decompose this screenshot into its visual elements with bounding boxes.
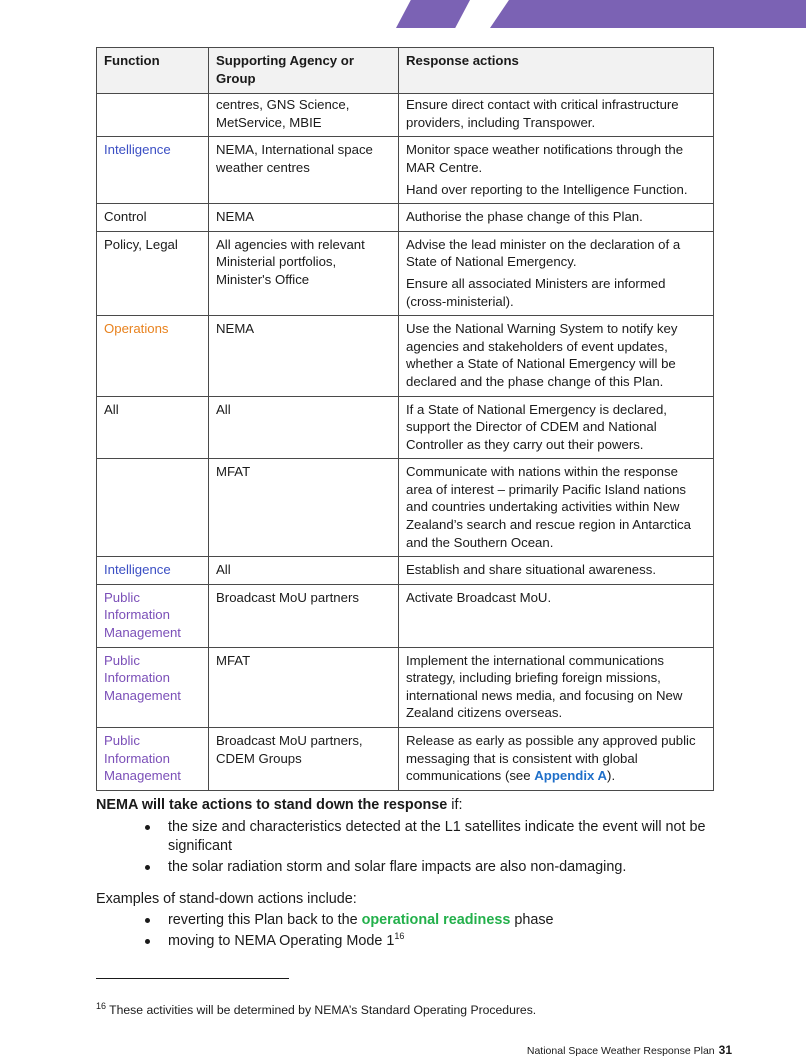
action-text: Ensure direct contact with critical infrastructure providers, including Transpower. [406, 97, 679, 130]
function-cell: Control [97, 204, 209, 232]
action-text [406, 732, 706, 785]
response-actions-table [96, 47, 714, 791]
header-decoration-left [396, 0, 470, 28]
actions-cell [399, 396, 714, 459]
standdown-examples-list [96, 911, 736, 953]
table-row [97, 204, 714, 232]
function-cell: Operations [97, 316, 209, 396]
header-actions: Response actions [399, 48, 714, 94]
table-row [97, 728, 714, 791]
footnote-number: 16 [96, 1000, 107, 1011]
list-item [96, 932, 736, 951]
list-item-text: phase [510, 912, 554, 928]
action-text: Activate Broadcast MoU. [406, 589, 552, 605]
function-cell [97, 459, 209, 557]
standdown-intro-rest: if: [447, 797, 463, 813]
function-cell: Intelligence [97, 557, 209, 585]
agency-cell: centres, GNS Science, MetService, MBIE [209, 94, 399, 137]
agency-cell: Broadcast MoU partners [209, 584, 399, 647]
footnote [96, 1002, 536, 1018]
standdown-conditions-list [96, 818, 736, 879]
action-text: Ensure all associated Ministers are informed (cross-ministerial). [406, 275, 666, 309]
agency-cell: NEMA [209, 316, 399, 396]
function-cell: Intelligence [97, 137, 209, 204]
list-item: the size and characteristics detected at the L1 satellites indicate the event will not be significant [96, 818, 736, 856]
agency-cell: All [209, 557, 399, 585]
appendix-a-link[interactable]: Appendix A [534, 768, 608, 784]
actions-cell [399, 231, 714, 315]
list-item-text: moving to NEMA Operating Mode 1 [168, 933, 395, 949]
actions-cell [399, 557, 714, 585]
list-item-text: reverting this Plan back to the [168, 912, 362, 928]
action-text: Establish and share situational awareness. [406, 562, 656, 578]
agency-cell: MFAT [209, 459, 399, 557]
actions-cell [399, 584, 714, 647]
function-cell [97, 94, 209, 137]
header-decoration-right [490, 0, 806, 28]
agency-cell: NEMA [209, 204, 399, 232]
actions-cell [399, 728, 714, 791]
actions-cell [399, 204, 714, 232]
action-text: Hand over reporting to the Intelligence Function. [406, 181, 688, 197]
standdown-intro-bold: NEMA will take actions to stand down the response [96, 797, 448, 813]
actions-cell [399, 94, 714, 137]
footnote-text: These activities will be determined by NEMA’s Standard Operating Procedures. [106, 1003, 537, 1017]
table-row [97, 459, 714, 557]
operational-readiness-link[interactable]: operational readiness [361, 912, 511, 928]
table-row [97, 647, 714, 727]
examples-intro: Examples of stand-down actions include: [96, 891, 357, 907]
function-cell: Policy, Legal [97, 231, 209, 315]
footnote-reference[interactable]: 16 [394, 931, 405, 942]
table-row [97, 584, 714, 647]
header-function: Function [97, 48, 209, 94]
header-agency: Supporting Agency or Group [209, 48, 399, 94]
agency-cell: MFAT [209, 647, 399, 727]
table-row [97, 557, 714, 585]
agency-cell: Broadcast MoU partners, CDEM Groups [209, 728, 399, 791]
actions-cell [399, 316, 714, 396]
table-row [97, 94, 714, 137]
action-text: Communicate with nations within the response area of interest – primarily Pacific Island nations and countries undertaking activities within New Zealand’s search and rescue region in Antarctica and the Southern Ocean. [406, 464, 691, 550]
function-cell: All [97, 396, 209, 459]
function-cell: Public Information Management [97, 728, 209, 791]
list-item [96, 911, 736, 930]
action-text: Authorise the phase change of this Plan. [406, 209, 643, 225]
footnote-divider [96, 978, 289, 979]
agency-cell: NEMA, International space weather centres [209, 137, 399, 204]
action-text-part: Release as early as possible any approved public messaging that is consistent with global communications (see [406, 733, 696, 784]
table-row [97, 316, 714, 396]
standdown-intro [96, 796, 736, 815]
action-text: If a State of National Emergency is declared, support the Director of CDEM and National Controller as they carry out their powers. [406, 401, 667, 452]
page-number: 31 [718, 1043, 732, 1057]
agency-cell: All [209, 396, 399, 459]
action-text: Advise the lead minister on the declaration of a State of National Emergency. [406, 236, 681, 270]
function-cell: Public Information Management [97, 584, 209, 647]
table-row [97, 396, 714, 459]
action-text: Use the National Warning System to notify key agencies and stakeholders of event updates, whether a State of National Emergency will be declared and the phase change of this Plan. [406, 321, 678, 389]
actions-cell [399, 137, 714, 204]
list-item: the solar radiation storm and solar flare impacts are also non-damaging. [96, 858, 736, 877]
actions-cell [399, 647, 714, 727]
action-text: Implement the international communications strategy, including briefing foreign missions, international news media, and focusing on New Zealand citizens overseas. [406, 652, 683, 721]
table-row [97, 231, 714, 315]
action-text: Monitor space weather notifications through the MAR Centre. [406, 142, 684, 175]
table-row [97, 137, 714, 204]
table-header-row [97, 48, 714, 94]
action-text-part: ). [607, 768, 616, 784]
footer-title: National Space Weather Response Plan [526, 1045, 715, 1057]
actions-cell [399, 459, 714, 557]
agency-cell: All agencies with relevant Ministerial portfolios, Minister's Office [209, 231, 399, 315]
page-footer [527, 1043, 732, 1058]
function-cell: Public Information Management [97, 647, 209, 727]
